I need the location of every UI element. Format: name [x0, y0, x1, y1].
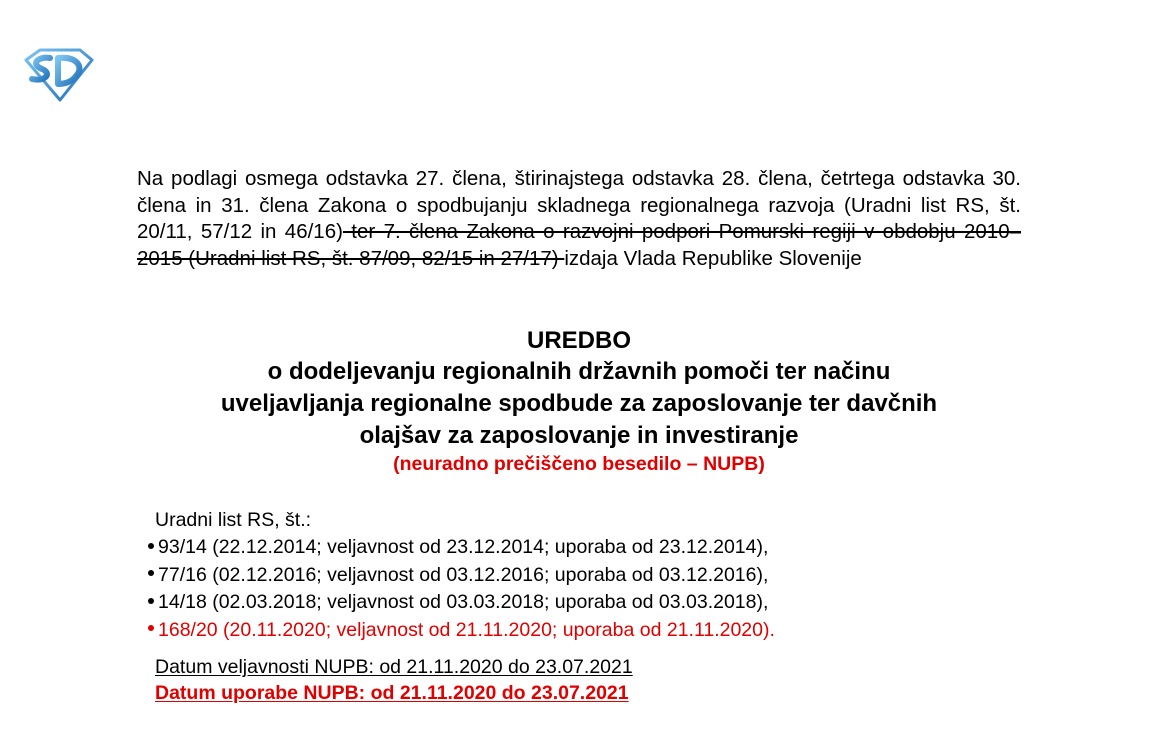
gazette-issue-item — [148, 562, 775, 590]
legal-basis-text: Na podlagi osmega odstavka 27. člena, štirinajstega odstavka 28. člena, četrtega odstavka 30. člena in 31. člena Zakona o spodbujanju skladnega regionalnega razvoja (Uradni list RS, št. 20/11, 57/12 in 46/16) — [137, 167, 1021, 243]
bullet-icon — [148, 570, 154, 576]
decree-heading: UREDBO — [526, 327, 631, 354]
bullet-icon — [148, 543, 154, 549]
gazette-issue-text: 77/16 (02.12.2016; veljavnost od 03.12.2016; uporaba od 03.12.2016), — [158, 563, 769, 586]
sd-emblem-icon — [20, 44, 96, 104]
official-gazette-label: Uradni list RS, št.: — [155, 509, 312, 531]
unofficial-consolidated-subtitle: (neuradno prečiščeno besedilo – NUPB) — [393, 453, 765, 475]
sd-emblem-logo — [20, 44, 96, 104]
bullet-icon — [148, 625, 154, 631]
gazette-issue-item — [148, 589, 775, 617]
repealed-reference-text: ter 7. člena Zakona o razvojni podpori Pomurski regiji v obdobju 2010–2015 (Uradni list RS, št. 87/09, 82/15 in 27/17) — [137, 220, 1021, 270]
gazette-issue-text: 14/18 (02.03.2018; veljavnost od 03.03.2018; uporaba od 03.03.2018), — [158, 591, 769, 613]
nupb-dates — [155, 654, 633, 706]
gazette-issue-text: 168/20 (20.11.2020; veljavnost od 21.11.2020; uporaba od 21.11.2020). — [158, 618, 775, 641]
gazette-issue-text: 93/14 (22.12.2014; veljavnost od 23.12.2014; uporaba od 23.12.2014), — [158, 536, 769, 558]
validity-date-line: Datum veljavnosti NUPB: od 21.11.2020 do 23.07.2021 — [155, 656, 633, 678]
decree-title-line: uveljavljanja regionalne spodbude za zaposlovanje ter davčnih — [220, 390, 938, 417]
issuer-text: izdaja Vlada Republike Slovenije — [564, 246, 862, 270]
decree-title-line: o dodeljevanju regionalnih državnih pomoči ter načinu — [267, 358, 891, 385]
gazette-issue-list — [148, 534, 775, 644]
gazette-issue-item-latest — [148, 617, 775, 645]
application-date-line: Datum uporabe NUPB: od 21.11.2020 do 23.07.2021 — [155, 682, 629, 704]
bullet-icon — [148, 598, 154, 604]
gazette-issue-item — [148, 534, 775, 562]
legal-basis-paragraph — [137, 166, 1021, 272]
decree-title-line: olajšav za zaposlovanje in investiranje — [359, 422, 799, 449]
decree-title-block — [137, 325, 1021, 476]
